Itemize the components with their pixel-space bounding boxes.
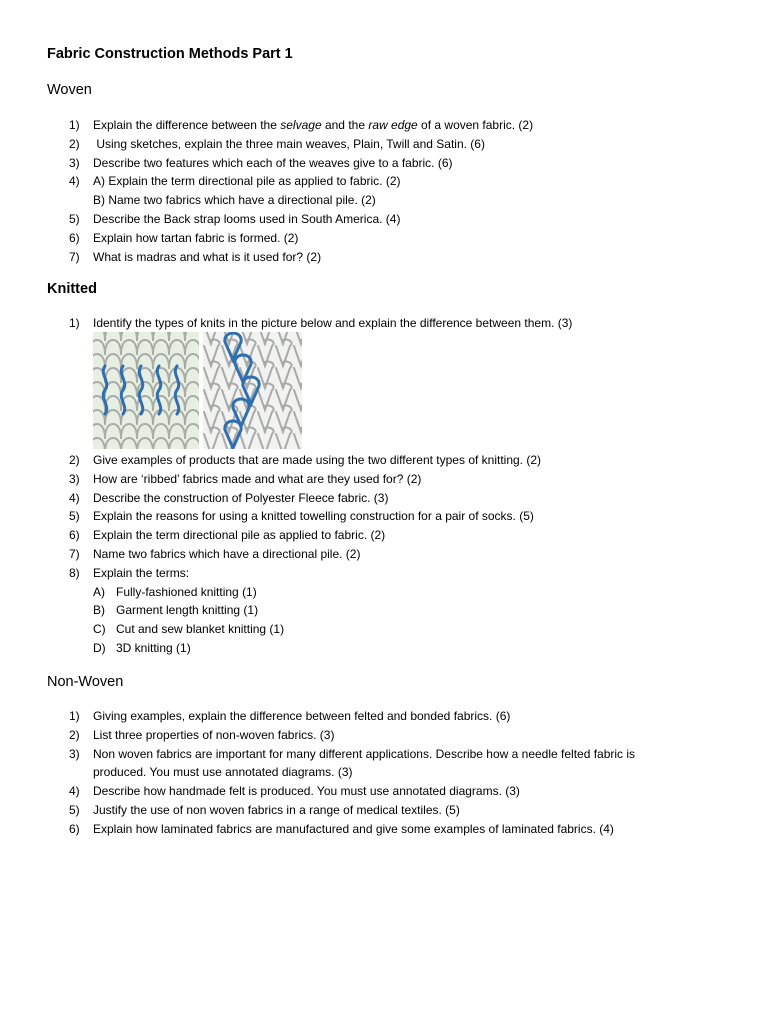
question-text: Describe how handmade felt is produced. You must use annotated diagrams. (3) <box>93 784 520 799</box>
question-number: 3) <box>69 471 80 486</box>
question-text: How are ‘ribbed’ fabrics made and what are they used for? (2) <box>93 471 422 486</box>
question-text-continued: B) Name two fabrics which have a directional pile. (2) <box>93 193 376 208</box>
section-heading-woven: Woven <box>47 82 92 98</box>
list-item <box>0 135 700 154</box>
question-number: 6) <box>69 821 80 836</box>
question-number: 5) <box>69 509 80 524</box>
woven-question-list <box>0 116 700 266</box>
knitted-question-list-intro <box>0 314 700 333</box>
section-heading-nonwoven: Non-Woven <box>47 674 124 690</box>
question-number: 4) <box>69 490 80 505</box>
list-item <box>0 470 700 489</box>
question-text: Give examples of products that are made using the two different types of knitting. (2) <box>93 453 542 467</box>
sub-question-text: Fully-fashioned knitting (1) <box>116 584 257 599</box>
question-text: Explain the reasons for using a knitted towelling construction for a pair of socks. (5) <box>93 509 534 524</box>
list-item <box>0 707 700 726</box>
question-number: 2) <box>69 453 80 467</box>
question-number: 2) <box>69 136 80 151</box>
list-item <box>0 314 700 333</box>
question-text: What is madras and what is it used for? (2) <box>93 249 322 264</box>
weft-knit-background <box>93 332 199 449</box>
list-item <box>93 639 700 658</box>
document-title: Fabric Construction Methods Part 1 <box>47 46 293 62</box>
list-item <box>0 726 700 745</box>
question-text: Describe the Back strap looms used in South America. (4) <box>93 211 401 226</box>
question-number: 4) <box>69 174 80 189</box>
question-text: Describe the construction of Polyester Fleece fabric. (3) <box>93 490 389 505</box>
list-item <box>0 248 700 267</box>
question-text: Explain how tartan fabric is formed. (2) <box>93 230 299 245</box>
question-number: 7) <box>69 249 80 264</box>
question-text: Non woven fabrics are important for many different applications. Describe how a needle felted fabric is <box>93 746 636 761</box>
question-number: 8) <box>69 565 80 580</box>
list-item <box>0 229 700 248</box>
list-item <box>0 451 700 470</box>
question-number: 4) <box>69 784 80 799</box>
list-item <box>0 564 700 658</box>
list-item <box>0 172 700 210</box>
sub-question-letter: C) <box>93 622 106 637</box>
list-item <box>0 545 700 564</box>
sub-question-list <box>93 583 700 658</box>
list-item <box>93 583 700 602</box>
question-number: 6) <box>69 230 80 245</box>
list-item <box>0 782 700 801</box>
list-item <box>0 489 700 508</box>
list-item <box>93 620 700 639</box>
question-number: 1) <box>69 316 80 330</box>
question-text: Explain how laminated fabrics are manufactured and give some examples of laminated fabrics. (4) <box>93 821 614 836</box>
question-text: Explain the term directional pile as applied to fabric. (2) <box>93 528 386 543</box>
question-text: Using sketches, explain the three main weaves, Plain, Twill and Satin. (6) <box>93 136 485 151</box>
sub-question-text: Cut and sew blanket knitting (1) <box>116 622 285 637</box>
section-heading-knitted: Knitted <box>47 281 97 297</box>
question-text: A) Explain the term directional pile as applied to fabric. (2) <box>93 174 401 189</box>
list-item <box>0 526 700 545</box>
question-number: 6) <box>69 528 80 543</box>
list-item <box>93 601 700 620</box>
nonwoven-question-list <box>0 707 700 839</box>
list-item <box>0 507 700 526</box>
list-item <box>0 116 700 135</box>
list-item <box>0 820 700 839</box>
question-number: 5) <box>69 211 80 226</box>
question-text: Name two fabrics which have a directional pile. (2) <box>93 546 361 561</box>
sub-question-letter: B) <box>93 603 105 618</box>
question-number: 7) <box>69 546 80 561</box>
list-item <box>0 745 700 783</box>
question-text: List three properties of non-woven fabrics. (3) <box>93 727 335 742</box>
knit-structure-image <box>93 332 302 449</box>
question-number: 3) <box>69 155 80 170</box>
question-number: 1) <box>69 118 80 132</box>
question-number: 2) <box>69 727 80 742</box>
sub-question-text: 3D knitting (1) <box>116 640 191 655</box>
question-text: Identify the types of knits in the picture below and explain the difference between them. (3) <box>93 316 573 330</box>
list-item <box>0 801 700 820</box>
knitted-question-list <box>0 451 700 658</box>
question-text: Explain the difference between the selvage and the raw edge of a woven fabric. (2) <box>93 118 534 132</box>
question-text: Giving examples, explain the difference between felted and bonded fabrics. (6) <box>93 709 511 723</box>
question-text-continued: produced. You must use annotated diagrams. (3) <box>93 765 353 780</box>
list-item <box>0 210 700 229</box>
question-text: Describe two features which each of the weaves give to a fabric. (6) <box>93 155 453 170</box>
question-text: Justify the use of non woven fabrics in a range of medical textiles. (5) <box>93 802 460 817</box>
list-item <box>0 154 700 173</box>
question-number: 5) <box>69 802 80 817</box>
question-text: Explain the terms: <box>93 565 190 580</box>
question-number: 3) <box>69 746 80 761</box>
sub-question-letter: A) <box>93 584 105 599</box>
sub-question-text: Garment length knitting (1) <box>116 603 259 618</box>
sub-question-letter: D) <box>93 640 106 655</box>
question-number: 1) <box>69 709 80 723</box>
